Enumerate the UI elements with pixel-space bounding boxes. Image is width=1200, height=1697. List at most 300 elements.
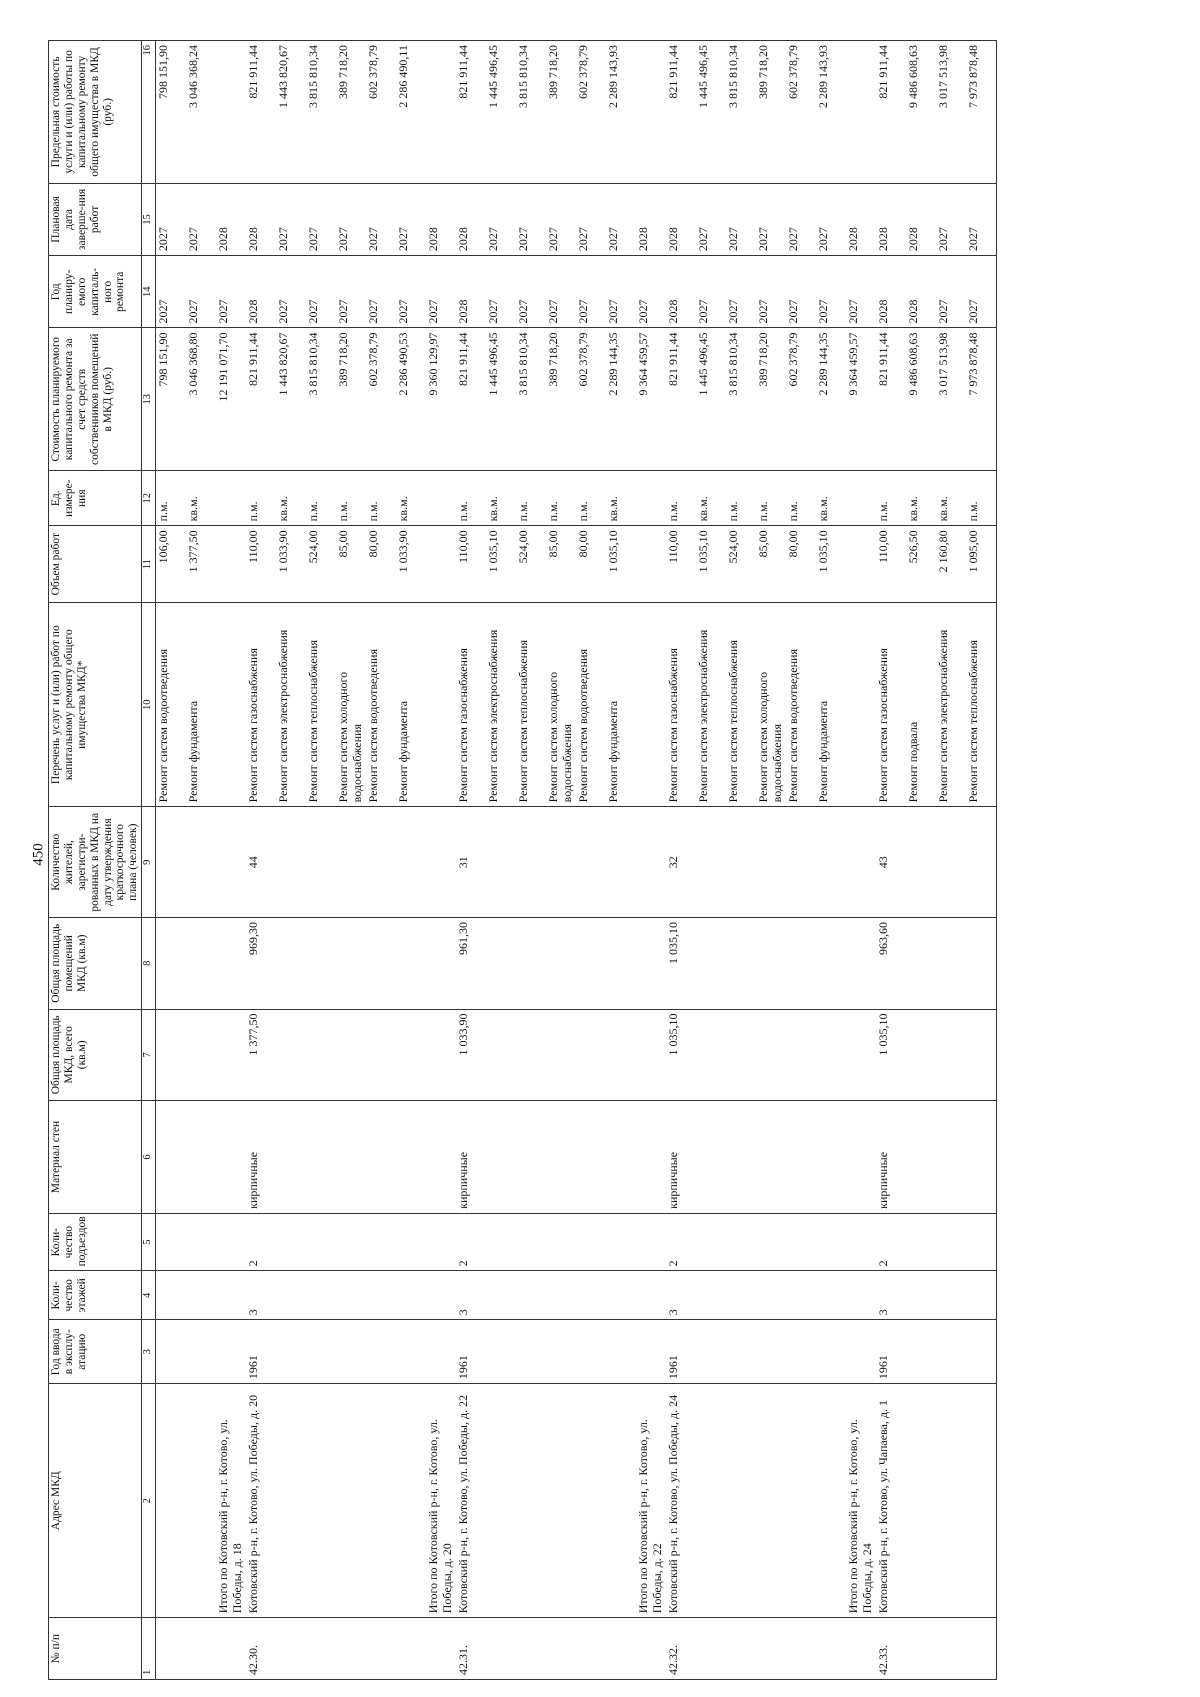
table-cell: 969,30 bbox=[246, 918, 276, 1010]
table-row bbox=[756, 41, 786, 1680]
table-cell bbox=[426, 603, 456, 807]
table-cell bbox=[726, 1101, 756, 1214]
table-cell bbox=[396, 1009, 426, 1101]
table-cell bbox=[756, 1384, 786, 1618]
table-cell: 2027 bbox=[816, 183, 846, 255]
table-cell: 2027 bbox=[306, 256, 336, 328]
table-row bbox=[846, 41, 876, 1680]
table-cell bbox=[786, 1101, 816, 1214]
table-cell bbox=[186, 918, 216, 1010]
table-row bbox=[156, 41, 187, 1680]
column-header: Объем работ bbox=[49, 526, 142, 603]
table-cell: 2027 bbox=[936, 256, 966, 328]
table-cell bbox=[156, 1384, 187, 1618]
table-cell: 2027 bbox=[546, 256, 576, 328]
table-cell: Ремонт систем теплоснабжения bbox=[516, 603, 546, 807]
table-cell: 2027 bbox=[786, 256, 816, 328]
table-cell: 2027 bbox=[336, 256, 366, 328]
table-cell bbox=[306, 1213, 336, 1270]
table-cell: 1 445 496,45 bbox=[696, 328, 726, 471]
table-cell bbox=[846, 1271, 876, 1320]
column-number: 11 bbox=[142, 526, 156, 603]
table-cell: 3 017 513,98 bbox=[936, 41, 966, 184]
table-cell: 2028 bbox=[636, 183, 666, 255]
table-cell bbox=[546, 1101, 576, 1214]
table-cell: 2 bbox=[666, 1213, 696, 1270]
table-cell: Котовский р-н, г. Котово, ул. Победы, д. 24 bbox=[666, 1384, 696, 1618]
table-cell bbox=[906, 1320, 936, 1384]
table-cell: 31 bbox=[456, 807, 486, 918]
table-cell: 43 bbox=[876, 807, 906, 918]
table-cell: Ремонт систем водоотведения bbox=[576, 603, 606, 807]
table-cell: 2027 bbox=[186, 256, 216, 328]
table-cell: 798 151,90 bbox=[156, 328, 187, 471]
table-cell bbox=[936, 918, 966, 1010]
table-cell: 2028 bbox=[246, 183, 276, 255]
table-cell: 1 443 820,67 bbox=[276, 328, 306, 471]
table-cell bbox=[156, 1618, 187, 1680]
table-cell bbox=[786, 1384, 816, 1618]
table-cell bbox=[756, 1009, 786, 1101]
table-cell bbox=[846, 526, 876, 603]
table-cell: 110,00 bbox=[456, 526, 486, 603]
table-cell bbox=[276, 1213, 306, 1270]
table-cell bbox=[306, 1618, 336, 1680]
table-cell bbox=[756, 1320, 786, 1384]
table-cell: 2027 bbox=[156, 183, 187, 255]
table-cell bbox=[966, 1271, 997, 1320]
table-cell bbox=[426, 807, 456, 918]
table-cell bbox=[966, 1101, 997, 1214]
table-cell bbox=[336, 1101, 366, 1214]
table-cell bbox=[636, 1618, 666, 1680]
table-cell bbox=[576, 1618, 606, 1680]
column-header: Ед. измере-ния bbox=[49, 471, 142, 526]
column-header: Предельная стоимость услуги и (или) работы по капитальному ремонту общего имущества в МКД (руб.) bbox=[49, 41, 142, 184]
table-cell bbox=[936, 807, 966, 918]
table-cell: 2 bbox=[876, 1213, 906, 1270]
table-cell: 1 035,10 bbox=[486, 526, 516, 603]
table-cell bbox=[636, 41, 666, 184]
table-cell bbox=[546, 807, 576, 918]
table-cell bbox=[276, 918, 306, 1010]
table-cell bbox=[396, 807, 426, 918]
table-row bbox=[636, 41, 666, 1680]
table-cell bbox=[756, 1271, 786, 1320]
table-cell bbox=[936, 1101, 966, 1214]
table-cell bbox=[336, 1384, 366, 1618]
table-cell: 2027 bbox=[336, 183, 366, 255]
table-cell bbox=[276, 1101, 306, 1214]
table-cell: 524,00 bbox=[306, 526, 336, 603]
table-cell bbox=[306, 807, 336, 918]
table-cell: 2027 bbox=[276, 183, 306, 255]
table-cell bbox=[846, 1213, 876, 1270]
table-cell: Котовский р-н, г. Котово, ул. Победы, д. 22 bbox=[456, 1384, 486, 1618]
table-cell: Итого по Котовский р-н, г. Котово, ул. Победы, д. 20 bbox=[426, 1384, 456, 1618]
table-cell bbox=[426, 1213, 456, 1270]
table-cell bbox=[186, 1101, 216, 1214]
table-cell bbox=[546, 1320, 576, 1384]
table-cell: кв.м. bbox=[906, 471, 936, 526]
table-cell: 85,00 bbox=[756, 526, 786, 603]
table-cell bbox=[936, 1213, 966, 1270]
table-cell bbox=[966, 1009, 997, 1101]
table-cell bbox=[786, 807, 816, 918]
table-cell: кв.м. bbox=[606, 471, 636, 526]
table-cell: 524,00 bbox=[726, 526, 756, 603]
table-cell: Ремонт систем электроснабжения bbox=[936, 603, 966, 807]
table-cell bbox=[576, 1213, 606, 1270]
table-cell bbox=[216, 1101, 246, 1214]
rotated-page bbox=[48, 40, 1178, 1680]
table-cell bbox=[726, 807, 756, 918]
table-cell: Ремонт систем электроснабжения bbox=[486, 603, 516, 807]
table-cell: 2027 bbox=[516, 256, 546, 328]
table-cell: 3 046 368,24 bbox=[186, 41, 216, 184]
table-row bbox=[396, 41, 426, 1680]
table-cell bbox=[726, 1009, 756, 1101]
table-cell bbox=[276, 1384, 306, 1618]
table-cell bbox=[306, 1384, 336, 1618]
table-cell: 42.31. bbox=[456, 1618, 486, 1680]
table-cell: Ремонт фундамента bbox=[816, 603, 846, 807]
table-cell: 1 445 496,45 bbox=[486, 41, 516, 184]
table-row bbox=[216, 41, 246, 1680]
table-cell bbox=[726, 1618, 756, 1680]
table-cell: 3 bbox=[456, 1271, 486, 1320]
table-cell: 3 815 810,34 bbox=[516, 41, 546, 184]
table-cell: Ремонт систем теплоснабжения bbox=[726, 603, 756, 807]
column-number: 5 bbox=[142, 1213, 156, 1270]
column-number: 14 bbox=[142, 256, 156, 328]
table-cell: п.м. bbox=[546, 471, 576, 526]
table-cell bbox=[426, 526, 456, 603]
table-cell: 1961 bbox=[666, 1320, 696, 1384]
table-cell bbox=[396, 1271, 426, 1320]
table-cell bbox=[336, 1320, 366, 1384]
table-cell bbox=[216, 1009, 246, 1101]
table-cell bbox=[906, 918, 936, 1010]
table-cell: п.м. bbox=[516, 471, 546, 526]
table-cell bbox=[606, 1271, 636, 1320]
table-cell bbox=[936, 1384, 966, 1618]
table-cell: 42.33. bbox=[876, 1618, 906, 1680]
table-cell: 80,00 bbox=[366, 526, 396, 603]
table-cell: 2027 bbox=[636, 256, 666, 328]
table-cell bbox=[336, 1618, 366, 1680]
table-cell: 3 815 810,34 bbox=[306, 328, 336, 471]
table-cell bbox=[636, 1271, 666, 1320]
table-row bbox=[726, 41, 756, 1680]
table-cell bbox=[906, 807, 936, 918]
table-cell bbox=[336, 1213, 366, 1270]
table-cell bbox=[216, 1213, 246, 1270]
table-cell: 2027 bbox=[426, 256, 456, 328]
table-cell: кв.м. bbox=[486, 471, 516, 526]
table-cell: кв.м. bbox=[396, 471, 426, 526]
table-cell bbox=[426, 1618, 456, 1680]
table-cell: 389 718,20 bbox=[756, 328, 786, 471]
table-cell bbox=[696, 1320, 726, 1384]
table-cell bbox=[696, 918, 726, 1010]
table-cell bbox=[636, 471, 666, 526]
repair-plan-table bbox=[48, 40, 997, 1680]
table-cell: 2027 bbox=[396, 183, 426, 255]
table-cell bbox=[426, 471, 456, 526]
table-cell: 1961 bbox=[456, 1320, 486, 1384]
table-cell bbox=[726, 1271, 756, 1320]
table-cell: кв.м. bbox=[936, 471, 966, 526]
table-cell: 2027 bbox=[156, 256, 187, 328]
page-number: 450 bbox=[30, 843, 47, 866]
table-cell: 602 378,79 bbox=[366, 41, 396, 184]
table-cell: 1 033,90 bbox=[396, 526, 426, 603]
table-cell: 602 378,79 bbox=[786, 328, 816, 471]
table-cell: 42.32. bbox=[666, 1618, 696, 1680]
column-header: Коли-чество подъездов bbox=[49, 1213, 142, 1270]
table-cell bbox=[276, 1271, 306, 1320]
table-cell: 1 033,90 bbox=[456, 1009, 486, 1101]
table-cell: 2028 bbox=[906, 183, 936, 255]
table-cell: 7 973 878,48 bbox=[966, 41, 997, 184]
table-cell bbox=[306, 1320, 336, 1384]
table-cell bbox=[576, 1101, 606, 1214]
table-cell: 2027 bbox=[396, 256, 426, 328]
table-cell bbox=[606, 1320, 636, 1384]
table-cell: 2028 bbox=[876, 256, 906, 328]
table-cell: 526,50 bbox=[906, 526, 936, 603]
table-cell bbox=[906, 1384, 936, 1618]
table-cell: 2027 bbox=[486, 256, 516, 328]
table-cell bbox=[846, 918, 876, 1010]
table-body bbox=[156, 41, 997, 1680]
table-cell bbox=[486, 1384, 516, 1618]
table-cell: 2027 bbox=[366, 256, 396, 328]
table-cell: Ремонт систем электроснабжения bbox=[696, 603, 726, 807]
table-cell: 1 035,10 bbox=[606, 526, 636, 603]
table-row bbox=[306, 41, 336, 1680]
table-cell: 1 035,10 bbox=[666, 918, 696, 1010]
table-cell bbox=[156, 1213, 187, 1270]
table-cell: Ремонт систем водоотведения bbox=[156, 603, 187, 807]
table-cell: 2028 bbox=[216, 183, 246, 255]
column-number: 8 bbox=[142, 918, 156, 1010]
table-cell bbox=[366, 1384, 396, 1618]
table-cell: 2027 bbox=[696, 183, 726, 255]
table-cell: 42.30. bbox=[246, 1618, 276, 1680]
table-cell: 2027 bbox=[486, 183, 516, 255]
table-cell bbox=[516, 807, 546, 918]
table-cell: 2 bbox=[246, 1213, 276, 1270]
table-cell: Ремонт фундамента bbox=[186, 603, 216, 807]
table-cell bbox=[216, 1618, 246, 1680]
column-header: Материал стен bbox=[49, 1101, 142, 1214]
table-row bbox=[456, 41, 486, 1680]
table-cell: п.м. bbox=[246, 471, 276, 526]
table-cell bbox=[726, 1320, 756, 1384]
table-cell bbox=[546, 1271, 576, 1320]
table-cell: 9 364 459,57 bbox=[636, 328, 666, 471]
table-cell bbox=[156, 1009, 187, 1101]
table-cell bbox=[156, 1320, 187, 1384]
table-cell bbox=[216, 1271, 246, 1320]
table-cell bbox=[576, 1009, 606, 1101]
table-cell: п.м. bbox=[576, 471, 606, 526]
column-number: 13 bbox=[142, 328, 156, 471]
table-cell bbox=[426, 41, 456, 184]
table-cell: кв.м. bbox=[696, 471, 726, 526]
table-cell bbox=[486, 1213, 516, 1270]
table-cell bbox=[966, 918, 997, 1010]
table-cell bbox=[816, 1101, 846, 1214]
header-row bbox=[49, 41, 142, 1680]
table-cell: 2027 bbox=[966, 183, 997, 255]
table-cell: 2027 bbox=[276, 256, 306, 328]
column-number: 9 bbox=[142, 807, 156, 918]
table-cell: 1 377,50 bbox=[186, 526, 216, 603]
table-cell bbox=[906, 1618, 936, 1680]
table-cell: Ремонт систем холодного водоснабжения bbox=[336, 603, 366, 807]
table-cell bbox=[366, 1320, 396, 1384]
table-cell: 2028 bbox=[246, 256, 276, 328]
table-cell bbox=[966, 1618, 997, 1680]
column-header: Стоимость планируемого капитального ремонта за счет средств собственников помещений в МКД (руб.) bbox=[49, 328, 142, 471]
table-row bbox=[816, 41, 846, 1680]
table-cell bbox=[786, 1271, 816, 1320]
table-row bbox=[936, 41, 966, 1680]
table-cell bbox=[756, 918, 786, 1010]
table-cell bbox=[336, 807, 366, 918]
table-cell: 2027 bbox=[936, 183, 966, 255]
table-row bbox=[966, 41, 997, 1680]
table-cell bbox=[576, 807, 606, 918]
table-cell: 80,00 bbox=[576, 526, 606, 603]
table-cell: 2 bbox=[456, 1213, 486, 1270]
table-cell bbox=[366, 1618, 396, 1680]
table-cell: 2027 bbox=[756, 256, 786, 328]
column-number: 4 bbox=[142, 1271, 156, 1320]
table-cell bbox=[486, 1009, 516, 1101]
table-cell bbox=[426, 918, 456, 1010]
column-header: Адрес МКД bbox=[49, 1384, 142, 1618]
table-row bbox=[366, 41, 396, 1680]
table-row bbox=[336, 41, 366, 1680]
table-cell bbox=[516, 1271, 546, 1320]
table-cell: 2027 bbox=[966, 256, 997, 328]
table-cell: 1961 bbox=[876, 1320, 906, 1384]
column-number: 16 bbox=[142, 41, 156, 184]
table-cell: 80,00 bbox=[786, 526, 816, 603]
table-cell bbox=[156, 1101, 187, 1214]
column-header: Плановая дата заверше-ния работ bbox=[49, 183, 142, 255]
table-cell bbox=[516, 918, 546, 1010]
table-cell: 821 911,44 bbox=[246, 328, 276, 471]
column-header: Количество жителей, зарегистри-рованных в МКД на дату утверждения краткосрочного плана (человек) bbox=[49, 807, 142, 918]
table-cell: 2027 bbox=[606, 183, 636, 255]
table-cell: 1 443 820,67 bbox=[276, 41, 306, 184]
table-cell bbox=[846, 1618, 876, 1680]
table-cell bbox=[756, 807, 786, 918]
table-cell bbox=[816, 1009, 846, 1101]
table-cell bbox=[186, 807, 216, 918]
table-cell: 821 911,44 bbox=[666, 41, 696, 184]
table-cell: 2027 bbox=[306, 183, 336, 255]
column-number: 15 bbox=[142, 183, 156, 255]
table-cell bbox=[846, 1009, 876, 1101]
table-cell: 2028 bbox=[846, 183, 876, 255]
table-cell bbox=[516, 1009, 546, 1101]
table-cell: 1 377,50 bbox=[246, 1009, 276, 1101]
table-cell bbox=[156, 918, 187, 1010]
table-cell bbox=[936, 1320, 966, 1384]
table-cell bbox=[216, 526, 246, 603]
column-header: Год ввода в эксплу-атацию bbox=[49, 1320, 142, 1384]
table-cell bbox=[396, 1384, 426, 1618]
table-row bbox=[876, 41, 906, 1680]
table-cell bbox=[186, 1271, 216, 1320]
table-cell: Ремонт подвала bbox=[906, 603, 936, 807]
table-cell bbox=[756, 1101, 786, 1214]
table-cell bbox=[156, 807, 187, 918]
table-cell bbox=[816, 1618, 846, 1680]
table-cell bbox=[756, 1213, 786, 1270]
table-cell: 798 151,90 bbox=[156, 41, 187, 184]
table-cell: Ремонт систем газоснабжения bbox=[246, 603, 276, 807]
table-cell: Ремонт систем водоотведения bbox=[366, 603, 396, 807]
table-cell: 389 718,20 bbox=[336, 328, 366, 471]
table-cell: 524,00 bbox=[516, 526, 546, 603]
table-cell bbox=[426, 1101, 456, 1214]
table-cell bbox=[156, 1271, 187, 1320]
table-cell: 1 445 496,45 bbox=[486, 328, 516, 471]
table-cell bbox=[906, 1271, 936, 1320]
table-cell: 2027 bbox=[726, 256, 756, 328]
table-cell: 1 035,10 bbox=[816, 526, 846, 603]
table-cell: 3 046 368,80 bbox=[186, 328, 216, 471]
table-cell bbox=[816, 1213, 846, 1270]
table-cell bbox=[186, 1009, 216, 1101]
table-cell bbox=[216, 471, 246, 526]
table-cell bbox=[636, 526, 666, 603]
table-cell bbox=[636, 1213, 666, 1270]
table-cell: 9 364 459,57 bbox=[846, 328, 876, 471]
table-cell: 2028 bbox=[906, 256, 936, 328]
table-cell bbox=[786, 918, 816, 1010]
column-header: Коли-чество этажей bbox=[49, 1271, 142, 1320]
table-row bbox=[696, 41, 726, 1680]
table-row bbox=[786, 41, 816, 1680]
table-cell bbox=[486, 1101, 516, 1214]
table-cell: Ремонт систем газоснабжения bbox=[876, 603, 906, 807]
table-cell: 110,00 bbox=[246, 526, 276, 603]
table-cell bbox=[696, 1101, 726, 1214]
table-cell: Ремонт фундамента bbox=[606, 603, 636, 807]
table-cell bbox=[966, 1320, 997, 1384]
table-cell: 2027 bbox=[546, 183, 576, 255]
table-cell bbox=[726, 1384, 756, 1618]
table-cell bbox=[216, 807, 246, 918]
table-header bbox=[49, 41, 156, 1680]
table-cell: п.м. bbox=[336, 471, 366, 526]
table-cell bbox=[846, 807, 876, 918]
table-cell: Ремонт систем газоснабжения bbox=[456, 603, 486, 807]
table-row bbox=[516, 41, 546, 1680]
column-number: 2 bbox=[142, 1384, 156, 1618]
table-cell bbox=[906, 1213, 936, 1270]
table-cell bbox=[636, 807, 666, 918]
column-number: 1 bbox=[142, 1618, 156, 1680]
